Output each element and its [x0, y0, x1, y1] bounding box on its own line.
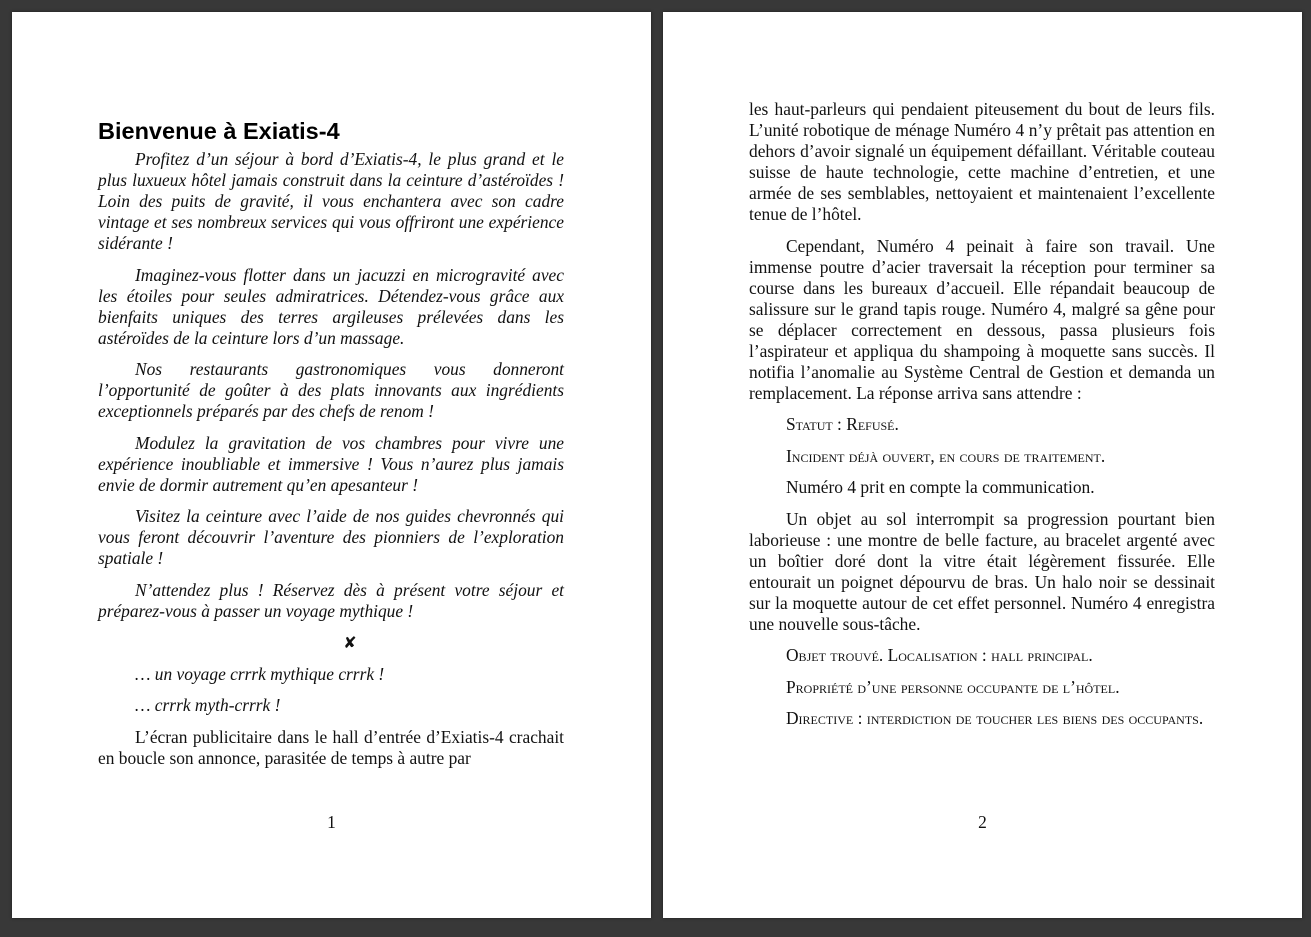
ad-paragraph: Visitez la ceinture avec l’aide de nos guides chevronnés qui vous feront découvrir l’aventure des pionniers de l’exploration spatiale !: [98, 506, 564, 568]
glitch-line: … un voyage crrrk mythique crrrk !: [135, 663, 385, 684]
page-1-content: [98, 117, 564, 779]
narrative-paragraph: L’écran publicitaire dans le hall d’entrée d’Exiatis-4 crachait en boucle son annonce, parasitée de temps à autre par: [98, 726, 564, 768]
page-number: 1: [327, 812, 336, 832]
narrative-paragraph: les haut-parleurs qui pendaient piteusement du bout de leurs fils. L’unité robotique de ménage Numéro 4 n’y prêtait pas attention en dehors d’avoir signalé un équipement défaillant. Véritable couteau suisse de haute technologie, cette machine d’entretien, et une armée de ses semblables, nettoyaient et maintenaient l’excellente tenue de l’hôtel.: [749, 99, 1215, 224]
page-2-content: [749, 99, 1215, 740]
ad-paragraph: Nos restaurants gastronomiques vous donneront l’opportunité de goûter à des plats innovants aux ingrédients exceptionnels préparés par des chefs de renom !: [98, 359, 564, 421]
page-number: 2: [978, 812, 987, 832]
narrative-paragraph: Un objet au sol interrompit sa progression pourtant bien laborieuse : une montre de belle facture, au bracelet argenté avec un boîtier doré dont la vitre était légèrement fissurée. Elle entourait un poignet dépourvu de bras. Un halo noir se dessinait sur la moquette autour de cet effet personnel. Numéro 4 enregistra une nouvelle sous-tâche.: [749, 508, 1215, 634]
section-break-icon: ✘: [343, 633, 357, 652]
system-message: Objet trouvé. Localisation : hall principal.: [786, 645, 1093, 665]
system-message: Directive : interdiction de toucher les biens des occupants.: [786, 708, 1204, 728]
narrative-paragraph: Numéro 4 prit en compte la communication.: [786, 477, 1095, 497]
chapter-title: Bienvenue à Exiatis-4: [98, 118, 340, 144]
system-message: Incident déjà ouvert, en cours de traitement.: [786, 445, 1106, 466]
narrative-paragraph: Cependant, Numéro 4 peinait à faire son travail. Une immense poutre d’acier traversait la réception pour terminer sa course dans les bureaux d’accueil. Elle répandait beaucoup de salissure sur le grand tapis rouge. Numéro 4, malgré sa gêne pour se déplacer correctement en dessous, passa plusieurs fois l’aspirateur et appliqua du shampoing à moquette sans succès. Il notifia l’anomalie au Système Central de Gestion et demanda un remplacement. La réponse arriva sans attendre :: [749, 235, 1215, 403]
ad-paragraph: Modulez la gravitation de vos chambres pour vivre une expérience inoubliable et immersive ! Vous n’aurez plus jamais envie de dormir autrement qu’en apesanteur !: [98, 432, 564, 495]
ad-paragraph: Imaginez-vous flotter dans un jacuzzi en microgravité avec les étoiles pour seules admiratrices. Détendez-vous grâce aux bienfaits uniques des terres argileuses prélevées dans les astéroïdes de la ceinture lors d’un massage.: [98, 264, 564, 348]
glitch-line: … crrrk myth-crrrk !: [135, 695, 281, 715]
system-message: Statut : Refusé.: [786, 414, 899, 434]
system-message: Propriété d’une personne occupante de l’hôtel.: [786, 676, 1120, 697]
ad-paragraph: N’attendez plus ! Réservez dès à présent votre séjour et préparez-vous à passer un voyage mythique !: [98, 579, 564, 621]
page-2: [663, 12, 1302, 918]
page-1: [12, 12, 651, 918]
ad-paragraph: Profitez d’un séjour à bord d’Exiatis-4, le plus grand et le plus luxueux hôtel jamais construit dans la ceinture d’astéroïdes ! Loin des puits de gravité, il vous enchantera avec son cadre vintage et ses nombreux services qui vous offriront une expérience sidérante !: [98, 149, 564, 253]
